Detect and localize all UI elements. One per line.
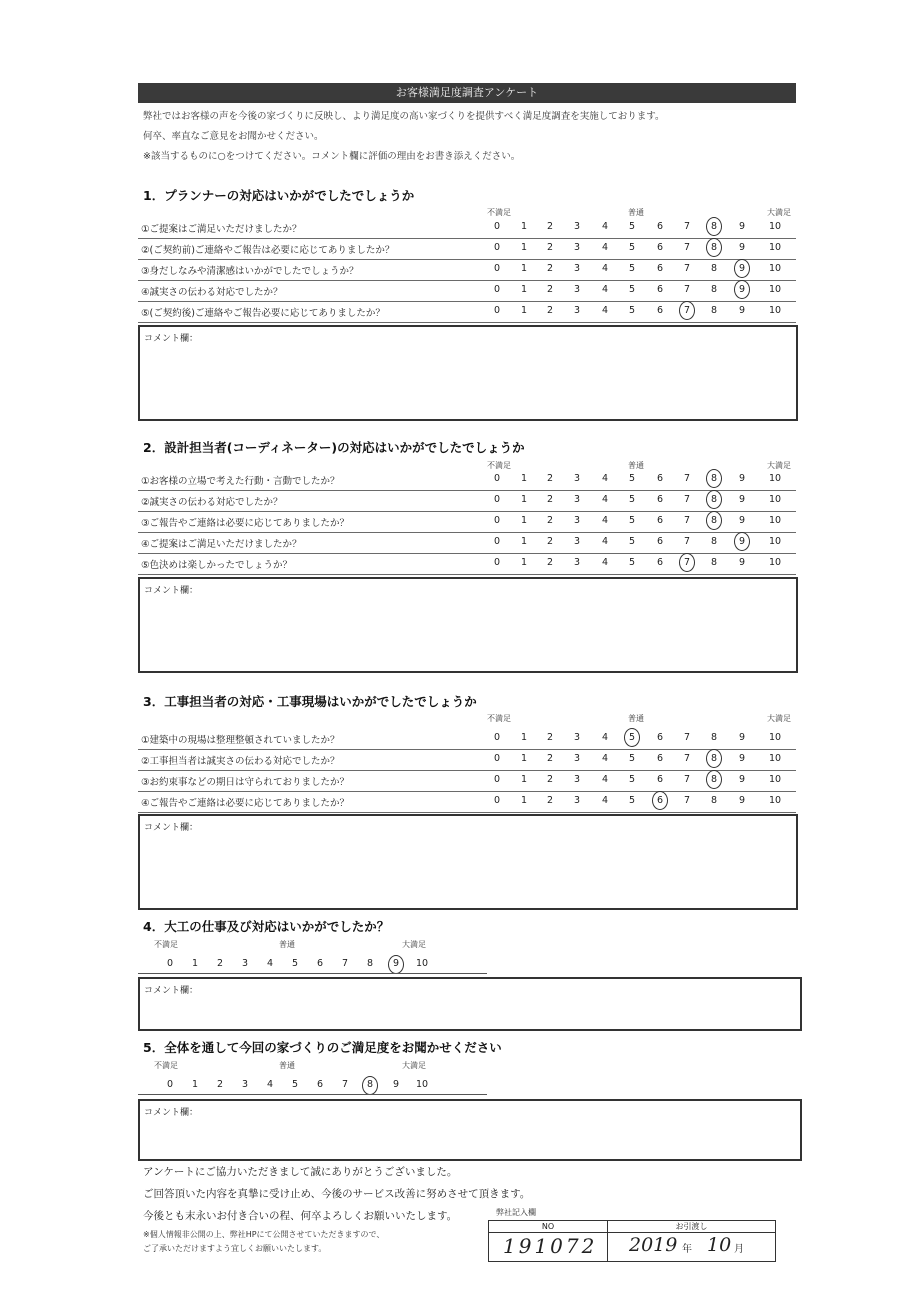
rating-option-4[interactable]: 4 xyxy=(601,795,609,806)
rating-option-3[interactable]: 3 xyxy=(573,795,581,806)
rating-option-2[interactable]: 2 xyxy=(546,494,554,505)
rating-option-7[interactable]: 7 xyxy=(683,473,691,484)
rating-option-5[interactable]: 5 xyxy=(628,515,636,526)
rating-option-10[interactable]: 10 xyxy=(768,732,782,743)
rating-option-2[interactable]: 2 xyxy=(546,305,554,316)
comment-label: コメント欄： xyxy=(144,1108,199,1118)
question-text: ⑤色決めは楽しかったでしょうか？ xyxy=(141,560,293,571)
rating-option-6[interactable]: 6 xyxy=(656,305,664,316)
rating-option-0[interactable]: 0 xyxy=(493,305,501,316)
rating-option-5[interactable]: 5 xyxy=(628,774,636,785)
rating-option-1[interactable]: 1 xyxy=(520,515,528,526)
rating-option-3[interactable]: 3 xyxy=(573,753,581,764)
rating-option-8[interactable]: 8 xyxy=(710,494,718,505)
question-row xyxy=(138,239,796,260)
rating-option-1[interactable]: 1 xyxy=(520,305,528,316)
rating-option-1[interactable]: 1 xyxy=(520,795,528,806)
rating-option-2[interactable]: 2 xyxy=(546,753,554,764)
selected-rating-circle xyxy=(734,532,750,551)
rating-option-3[interactable]: 3 xyxy=(573,536,581,547)
rating-option-2[interactable]: 2 xyxy=(546,795,554,806)
rating-option-5[interactable]: 5 xyxy=(628,221,636,232)
rating-option-1[interactable]: 1 xyxy=(520,494,528,505)
scale-mid-label: 普通 xyxy=(628,208,644,217)
selected-rating-circle xyxy=(706,511,722,530)
rating-option-9[interactable]: 9 xyxy=(738,753,746,764)
rating-option-3[interactable]: 3 xyxy=(241,1079,249,1090)
rating-option-1[interactable]: 1 xyxy=(520,263,528,274)
question-row xyxy=(138,533,796,554)
rating-option-4[interactable]: 4 xyxy=(601,536,609,547)
rating-option-0[interactable]: 0 xyxy=(493,242,501,253)
rating-option-4[interactable]: 4 xyxy=(601,263,609,274)
rating-option-8[interactable]: 8 xyxy=(710,557,718,568)
privacy-note-line: ご了承いただけますよう宜しくお願いいたします。 xyxy=(143,1244,327,1253)
rating-option-7[interactable]: 7 xyxy=(683,536,691,547)
rating-option-10[interactable]: 10 xyxy=(768,795,782,806)
rating-option-4[interactable]: 4 xyxy=(601,732,609,743)
question-row xyxy=(138,554,796,575)
scale-high-label: 大満足 xyxy=(402,940,426,949)
rating-option-2[interactable]: 2 xyxy=(546,515,554,526)
rating-option-2[interactable]: 2 xyxy=(546,732,554,743)
selected-rating-circle xyxy=(388,955,404,974)
scale-low-label: 不満足 xyxy=(154,1061,178,1070)
rating-option-4[interactable]: 4 xyxy=(601,753,609,764)
question-text: ③お約束事などの期日は守られておりましたか？ xyxy=(141,777,350,788)
rating-option-2[interactable]: 2 xyxy=(546,774,554,785)
rating-option-4[interactable]: 4 xyxy=(601,515,609,526)
rating-option-1[interactable]: 1 xyxy=(191,958,199,969)
section-title: 1．プランナーの対応はいかがでしたでしょうか xyxy=(143,188,415,203)
year-unit: 年 xyxy=(682,1244,692,1255)
scale-mid-label: 普通 xyxy=(628,714,644,723)
customer-number[interactable]: 191072 xyxy=(503,1234,598,1258)
rating-option-6[interactable]: 6 xyxy=(656,284,664,295)
question-row xyxy=(138,260,796,281)
question-text: ④誠実さの伝わる対応でしたか？ xyxy=(141,287,283,298)
section-title: 2．設計担当者(コーディネーター)の対応はいかがでしたでしょうか xyxy=(143,440,525,455)
intro-line: ※該当するものに○をつけてください。コメント欄に評価の理由をお書き添えください。 xyxy=(143,151,521,162)
rating-option-1[interactable]: 1 xyxy=(520,732,528,743)
rating-option-9[interactable]: 9 xyxy=(738,494,746,505)
rating-option-5[interactable]: 5 xyxy=(628,242,636,253)
rating-option-0[interactable]: 0 xyxy=(493,774,501,785)
selected-rating-circle xyxy=(706,238,722,257)
rating-option-2[interactable]: 2 xyxy=(546,221,554,232)
rating-option-5[interactable]: 5 xyxy=(628,263,636,274)
handover-year[interactable]: 2019 xyxy=(629,1234,678,1256)
footer-line: 今後とも末永いお付き合いの程、何卒よろしくお願いいたします。 xyxy=(143,1210,458,1222)
rating-option-6[interactable]: 6 xyxy=(656,774,664,785)
rating-option-1[interactable]: 1 xyxy=(191,1079,199,1090)
rating-option-7[interactable]: 7 xyxy=(683,795,691,806)
rating-option-8[interactable]: 8 xyxy=(366,958,374,969)
rating-option-9[interactable]: 9 xyxy=(392,1079,400,1090)
rating-option-5[interactable]: 5 xyxy=(628,284,636,295)
rating-option-8[interactable]: 8 xyxy=(710,732,718,743)
rating-option-10[interactable]: 10 xyxy=(415,1079,429,1090)
rating-option-3[interactable]: 3 xyxy=(573,221,581,232)
rating-option-0[interactable]: 0 xyxy=(166,1079,174,1090)
rating-option-3[interactable]: 3 xyxy=(573,263,581,274)
comment-label: コメント欄： xyxy=(144,986,199,996)
rating-option-3[interactable]: 3 xyxy=(573,473,581,484)
rating-option-0[interactable]: 0 xyxy=(493,732,501,743)
rating-option-10[interactable]: 10 xyxy=(768,536,782,547)
rating-option-9[interactable]: 9 xyxy=(738,305,746,316)
question-text: ②工事担当者は誠実さの伝わる対応でしたか？ xyxy=(141,756,340,767)
rating-option-0[interactable]: 0 xyxy=(493,795,501,806)
rating-option-0[interactable]: 0 xyxy=(493,515,501,526)
rating-option-0[interactable]: 0 xyxy=(493,284,501,295)
rating-option-5[interactable]: 5 xyxy=(628,473,636,484)
survey-title: お客様満足度調査アンケート xyxy=(138,83,796,103)
comment-label: コメント欄： xyxy=(144,334,199,344)
question-text: ④ご報告やご連絡は必要に応じてありましたか？ xyxy=(141,798,350,809)
rating-option-5[interactable]: 5 xyxy=(291,1079,299,1090)
rating-option-2[interactable]: 2 xyxy=(546,263,554,274)
scale-high-label: 大満足 xyxy=(767,461,791,470)
no-header: NO xyxy=(489,1221,608,1233)
rating-option-3[interactable]: 3 xyxy=(573,305,581,316)
rating-option-5[interactable]: 5 xyxy=(628,795,636,806)
question-row xyxy=(138,470,796,491)
rating-option-5[interactable]: 5 xyxy=(628,753,636,764)
rating-option-10[interactable]: 10 xyxy=(768,221,782,232)
selected-rating-circle xyxy=(679,301,695,320)
rating-option-9[interactable]: 9 xyxy=(738,515,746,526)
rating-option-7[interactable]: 7 xyxy=(683,284,691,295)
rating-option-4[interactable]: 4 xyxy=(601,494,609,505)
question-text: ①お客様の立場で考えた行動・言動でしたか？ xyxy=(141,476,340,487)
question-text: ⑤(ご契約後)ご連絡やご報告必要に応じてありましたか？ xyxy=(141,308,385,319)
rating-option-2[interactable]: 2 xyxy=(216,1079,224,1090)
rating-option-7[interactable]: 7 xyxy=(683,242,691,253)
rating-option-10[interactable]: 10 xyxy=(768,305,782,316)
rating-option-2[interactable]: 2 xyxy=(216,958,224,969)
rating-option-6[interactable]: 6 xyxy=(656,557,664,568)
rating-option-10[interactable]: 10 xyxy=(415,958,429,969)
comment-label: コメント欄： xyxy=(144,823,199,833)
scale-underline xyxy=(138,973,487,974)
rating-option-8[interactable]: 8 xyxy=(710,536,718,547)
scale-high-label: 大満足 xyxy=(767,714,791,723)
rating-option-10[interactable]: 10 xyxy=(768,284,782,295)
rating-option-7[interactable]: 7 xyxy=(683,753,691,764)
rating-option-2[interactable]: 2 xyxy=(546,284,554,295)
question-text: ②誠実さの伝わる対応でしたか？ xyxy=(141,497,283,508)
scale-mid-label: 普通 xyxy=(279,1061,295,1070)
rating-option-0[interactable]: 0 xyxy=(493,753,501,764)
rating-option-4[interactable]: 4 xyxy=(601,774,609,785)
rating-option-1[interactable]: 1 xyxy=(520,753,528,764)
rating-option-5[interactable]: 5 xyxy=(628,494,636,505)
rating-option-4[interactable]: 4 xyxy=(601,557,609,568)
rating-option-1[interactable]: 1 xyxy=(520,536,528,547)
rating-option-3[interactable]: 3 xyxy=(573,732,581,743)
rating-option-6[interactable]: 6 xyxy=(656,795,664,806)
comment-label: コメント欄： xyxy=(144,586,199,596)
rating-option-8[interactable]: 8 xyxy=(710,774,718,785)
scale-low-label: 不満足 xyxy=(154,940,178,949)
rating-option-0[interactable]: 0 xyxy=(493,473,501,484)
rating-option-9[interactable]: 9 xyxy=(738,242,746,253)
scale-high-label: 大満足 xyxy=(767,208,791,217)
rating-option-9[interactable]: 9 xyxy=(738,536,746,547)
question-row xyxy=(138,729,796,750)
rating-option-9[interactable]: 9 xyxy=(738,557,746,568)
scale-underline xyxy=(138,1094,487,1095)
rating-option-7[interactable]: 7 xyxy=(341,958,349,969)
question-text: ③ご報告やご連絡は必要に応じてありましたか？ xyxy=(141,518,350,529)
question-row xyxy=(138,302,796,323)
rating-option-6[interactable]: 6 xyxy=(656,753,664,764)
section-title: 4．大工の仕事及び対応はいかがでしたか？ xyxy=(143,919,390,934)
rating-option-7[interactable]: 7 xyxy=(683,774,691,785)
question-row xyxy=(138,218,796,239)
selected-rating-circle xyxy=(706,469,722,488)
section-title: 5．全体を通して今回の家づくりのご満足度をお聞かせください xyxy=(143,1040,502,1055)
scale-mid-label: 普通 xyxy=(279,940,295,949)
rating-option-10[interactable]: 10 xyxy=(768,753,782,764)
rating-option-0[interactable]: 0 xyxy=(493,221,501,232)
rating-option-5[interactable]: 5 xyxy=(291,958,299,969)
intro-line: 何卒、率直なご意見をお聞かせください。 xyxy=(143,131,324,142)
rating-option-10[interactable]: 10 xyxy=(768,242,782,253)
rating-option-6[interactable]: 6 xyxy=(316,958,324,969)
rating-option-8[interactable]: 8 xyxy=(710,221,718,232)
rating-option-6[interactable]: 6 xyxy=(656,263,664,274)
rating-option-9[interactable]: 9 xyxy=(738,284,746,295)
month-unit: 月 xyxy=(734,1244,744,1255)
scale-low-label: 不満足 xyxy=(487,461,511,470)
comment-box[interactable] xyxy=(138,814,798,910)
question-row xyxy=(138,491,796,512)
rating-option-5[interactable]: 5 xyxy=(628,536,636,547)
rating-option-0[interactable]: 0 xyxy=(493,557,501,568)
rating-option-5[interactable]: 5 xyxy=(628,305,636,316)
rating-option-3[interactable]: 3 xyxy=(573,557,581,568)
rating-option-1[interactable]: 1 xyxy=(520,284,528,295)
question-text: ①建築中の現場は整理整頓されていましたか？ xyxy=(141,735,340,746)
rating-option-8[interactable]: 8 xyxy=(710,284,718,295)
selected-rating-circle xyxy=(362,1076,378,1095)
rating-option-3[interactable]: 3 xyxy=(573,494,581,505)
rating-option-3[interactable]: 3 xyxy=(241,958,249,969)
rating-option-7[interactable]: 7 xyxy=(683,221,691,232)
footer-line: ご回答頂いた内容を真摯に受け止め、今後のサービス改善に努めさせて頂きます。 xyxy=(143,1188,531,1200)
rating-option-4[interactable]: 4 xyxy=(601,284,609,295)
comment-box[interactable] xyxy=(138,977,802,1031)
rating-option-1[interactable]: 1 xyxy=(520,473,528,484)
rating-option-8[interactable]: 8 xyxy=(710,242,718,253)
rating-option-6[interactable]: 6 xyxy=(656,473,664,484)
rating-option-7[interactable]: 7 xyxy=(341,1079,349,1090)
rating-option-4[interactable]: 4 xyxy=(601,221,609,232)
rating-option-6[interactable]: 6 xyxy=(656,494,664,505)
rating-option-9[interactable]: 9 xyxy=(392,958,400,969)
rating-option-4[interactable]: 4 xyxy=(266,958,274,969)
rating-option-4[interactable]: 4 xyxy=(601,305,609,316)
rating-option-10[interactable]: 10 xyxy=(768,473,782,484)
rating-option-10[interactable]: 10 xyxy=(768,515,782,526)
scale-mid-label: 普通 xyxy=(628,461,644,470)
rating-option-10[interactable]: 10 xyxy=(768,774,782,785)
rating-option-6[interactable]: 6 xyxy=(656,732,664,743)
selected-rating-circle xyxy=(706,217,722,236)
rating-option-5[interactable]: 5 xyxy=(628,732,636,743)
question-text: ①ご提案はご満足いただけましたか？ xyxy=(141,224,302,235)
question-row xyxy=(138,792,796,813)
rating-option-6[interactable]: 6 xyxy=(656,536,664,547)
rating-option-7[interactable]: 7 xyxy=(683,515,691,526)
question-text: ②(ご契約前)ご連絡やご報告は必要に応じてありましたか？ xyxy=(141,245,395,256)
rating-option-1[interactable]: 1 xyxy=(520,221,528,232)
rating-option-7[interactable]: 7 xyxy=(683,494,691,505)
rating-option-7[interactable]: 7 xyxy=(683,557,691,568)
office-use-label: 弊社記入欄 xyxy=(496,1208,536,1217)
rating-option-9[interactable]: 9 xyxy=(738,732,746,743)
rating-option-2[interactable]: 2 xyxy=(546,473,554,484)
scale-low-label: 不満足 xyxy=(487,208,511,217)
rating-option-8[interactable]: 8 xyxy=(710,795,718,806)
selected-rating-circle xyxy=(624,728,640,747)
rating-option-1[interactable]: 1 xyxy=(520,774,528,785)
rating-option-10[interactable]: 10 xyxy=(768,263,782,274)
rating-option-8[interactable]: 8 xyxy=(710,515,718,526)
rating-option-7[interactable]: 7 xyxy=(683,732,691,743)
rating-option-3[interactable]: 3 xyxy=(573,284,581,295)
rating-option-1[interactable]: 1 xyxy=(520,557,528,568)
rating-option-2[interactable]: 2 xyxy=(546,242,554,253)
rating-option-8[interactable]: 8 xyxy=(710,305,718,316)
handover-header: お引渡し xyxy=(608,1221,775,1233)
question-row xyxy=(138,771,796,792)
rating-option-5[interactable]: 5 xyxy=(628,557,636,568)
rating-option-6[interactable]: 6 xyxy=(656,242,664,253)
rating-option-9[interactable]: 9 xyxy=(738,221,746,232)
rating-option-2[interactable]: 2 xyxy=(546,557,554,568)
rating-option-9[interactable]: 9 xyxy=(738,795,746,806)
question-text: ③身だしなみや清潔感はいかがでしたでしょうか？ xyxy=(141,266,359,277)
rating-option-10[interactable]: 10 xyxy=(768,494,782,505)
privacy-note-line: ※個人情報非公開の上、弊社HPにて公開させていただきますので、 xyxy=(143,1230,385,1239)
rating-option-4[interactable]: 4 xyxy=(601,473,609,484)
rating-option-10[interactable]: 10 xyxy=(768,557,782,568)
rating-option-2[interactable]: 2 xyxy=(546,536,554,547)
selected-rating-circle xyxy=(706,490,722,509)
rating-option-6[interactable]: 6 xyxy=(656,515,664,526)
rating-option-7[interactable]: 7 xyxy=(683,305,691,316)
rating-option-1[interactable]: 1 xyxy=(520,242,528,253)
comment-box[interactable] xyxy=(138,325,798,421)
rating-option-8[interactable]: 8 xyxy=(710,473,718,484)
rating-option-9[interactable]: 9 xyxy=(738,473,746,484)
rating-option-8[interactable]: 8 xyxy=(366,1079,374,1090)
selected-rating-circle xyxy=(734,280,750,299)
footer-line: アンケートにご協力いただきまして誠にありがとうございました。 xyxy=(143,1166,458,1178)
selected-rating-circle xyxy=(734,259,750,278)
selected-rating-circle xyxy=(679,553,695,572)
rating-option-4[interactable]: 4 xyxy=(601,242,609,253)
rating-option-3[interactable]: 3 xyxy=(573,242,581,253)
rating-option-4[interactable]: 4 xyxy=(266,1079,274,1090)
rating-option-6[interactable]: 6 xyxy=(656,221,664,232)
rating-option-6[interactable]: 6 xyxy=(316,1079,324,1090)
rating-option-9[interactable]: 9 xyxy=(738,263,746,274)
rating-option-0[interactable]: 0 xyxy=(493,494,501,505)
comment-box[interactable] xyxy=(138,1099,802,1161)
rating-option-7[interactable]: 7 xyxy=(683,263,691,274)
question-row xyxy=(138,512,796,533)
rating-option-0[interactable]: 0 xyxy=(166,958,174,969)
rating-option-8[interactable]: 8 xyxy=(710,263,718,274)
rating-option-0[interactable]: 0 xyxy=(493,263,501,274)
comment-box[interactable] xyxy=(138,577,798,673)
scale-low-label: 不満足 xyxy=(487,714,511,723)
rating-option-0[interactable]: 0 xyxy=(493,536,501,547)
section-title: 3．工事担当者の対応・工事現場はいかがでしたでしょうか xyxy=(143,694,477,709)
scale-high-label: 大満足 xyxy=(402,1061,426,1070)
selected-rating-circle xyxy=(652,791,668,810)
rating-option-3[interactable]: 3 xyxy=(573,515,581,526)
selected-rating-circle xyxy=(706,770,722,789)
selected-rating-circle xyxy=(706,749,722,768)
question-text: ④ご提案はご満足いただけましたか？ xyxy=(141,539,302,550)
question-row xyxy=(138,281,796,302)
rating-option-3[interactable]: 3 xyxy=(573,774,581,785)
question-row xyxy=(138,750,796,771)
rating-option-8[interactable]: 8 xyxy=(710,753,718,764)
rating-option-9[interactable]: 9 xyxy=(738,774,746,785)
handover-month[interactable]: 10 xyxy=(707,1234,732,1256)
intro-line: 弊社ではお客様の声を今後の家づくりに反映し、より満足度の高い家づくりを提供すべく満足度調査を実施しております。 xyxy=(143,111,665,122)
office-use-box xyxy=(488,1220,776,1262)
office-divider xyxy=(607,1232,608,1261)
